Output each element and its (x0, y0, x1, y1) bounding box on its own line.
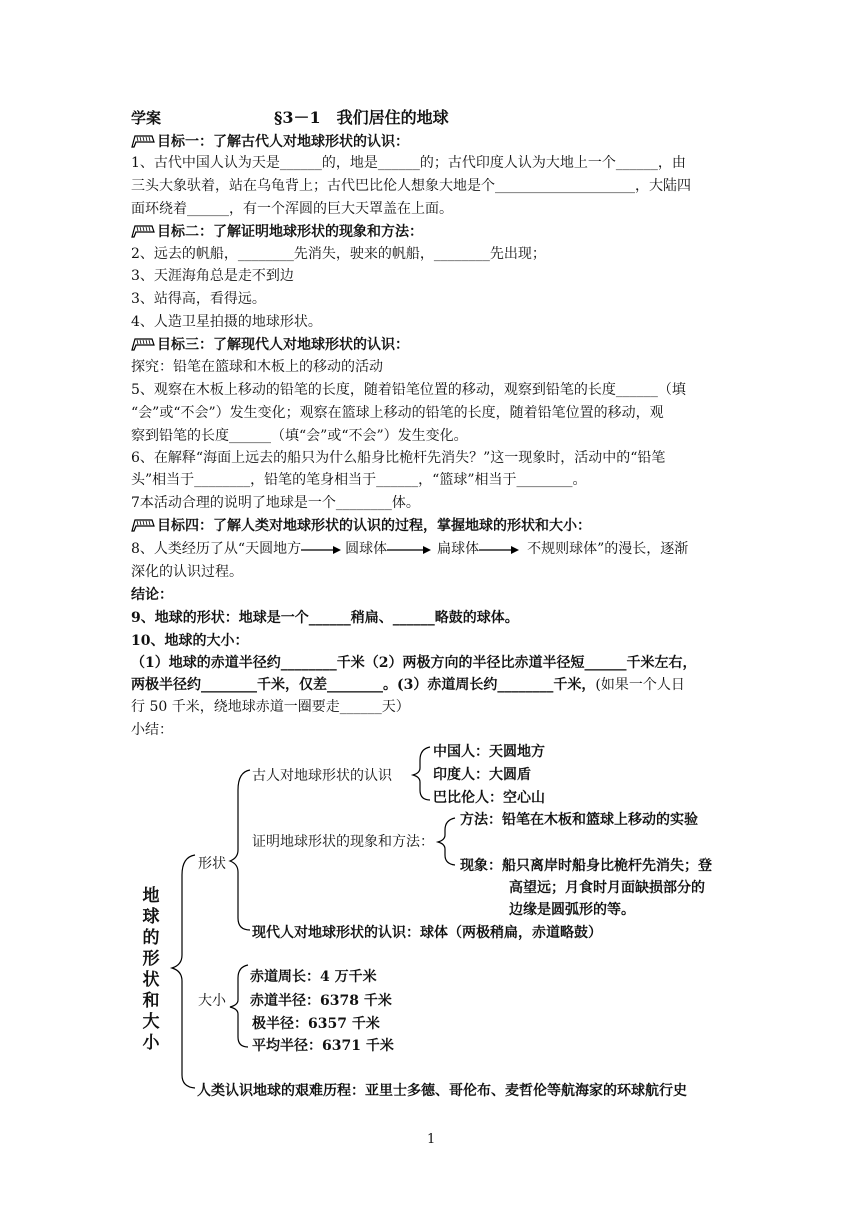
tree-size-1: 赤道周长：4 万千米 (250, 969, 377, 985)
q1-line-2: 三头大象驮着，站在乌龟背上；古代巴比伦人想象大地是个____________________，大陆四 (131, 178, 691, 194)
stage-4: 不规则球体”的漫长，逐渐 (527, 541, 689, 557)
tree-china: 中国人：天圆地方 (433, 744, 545, 760)
tree-shape: 形状 (198, 856, 226, 872)
tree-size-2: 赤道半径：6378 千米 (250, 993, 392, 1009)
tree-babylon: 巴比伦人：空心山 (433, 790, 545, 806)
tree-ancient: 古人对地球形状的认识 (252, 768, 392, 784)
goal-1: 目标一：了解古代人对地球形状的认识： (131, 132, 731, 152)
q2-line-3: 3、站得高，看得远。 (131, 291, 266, 307)
tree-phenomenon-1: 现象：船只离岸时船身比桅杆先消失；登 (460, 858, 712, 874)
q3-line-5: 头”相当于________，铅笔的笔身相当于______，“篮球”相当于________。 (131, 472, 587, 488)
q1-line-3: 面环绕着______，有一个浑圆的巨大天罩盖在上面。 (131, 201, 453, 217)
tree-modern: 现代人对地球形状的认识：球体（两极稍扁，赤道略鼓） (252, 925, 602, 941)
tree-phenomenon-2: 高望远；月食时月面缺损部分的 (509, 880, 705, 896)
stage-3: 扁球体 (437, 541, 480, 557)
tree-size: 大小 (198, 993, 226, 1009)
tree-root: 地球的形状和大小 (142, 886, 160, 1053)
q3-line-4: 6、在解释“海面上远去的船只为什么船身比桅杆先消失？”这一现象时，活动中的“铅笔 (131, 450, 666, 466)
tree-india: 印度人：大圆盾 (433, 767, 531, 783)
q1-line-1: 1、古代中国人认为天是______的，地是______的；古代印度人认为大地上一个______，由 (131, 155, 686, 171)
q3-line-2: “会”或“不会”）发生变化；观察在篮球上移动的铅笔的长度，随着铅笔位置的移动，观 (131, 405, 664, 421)
tree-proof: 证明地球形状的现象和方法： (252, 834, 434, 850)
page-title: §3－1 我们居住的地球 (274, 108, 449, 127)
q3-line-1: 5、观察在木板上移动的铅笔的长度，随着铅笔位置的移动，观察到铅笔的长度______（填 (131, 382, 686, 398)
q8-line-2: 深化的认识过程。 (131, 564, 243, 580)
goal-3: 目标三：了解现代人对地球形状的认识： (131, 335, 731, 355)
page-number: 1 (427, 1132, 436, 1147)
q10-line-1: （1）地球的赤道半径约________千米（2）两极方向的半径比赤道半径短______千米左右， (131, 655, 697, 671)
goal-4: 目标四：了解人类对地球形状的认识的过程，掌握地球的形状和大小： (131, 516, 731, 536)
tree-size-3: 极半径：6357 千米 (252, 1016, 380, 1032)
q2-line-4: 4、人造卫星拍摄的地球形状。 (131, 314, 322, 330)
q3-line-3: 察到铅笔的长度______（填“会”或“不会”）发生变化。 (131, 428, 468, 444)
q3-intro: 探究：铅笔在篮球和木板上的移动的活动 (131, 359, 383, 375)
stage-2: 圆球体 (345, 541, 388, 557)
q10-line-3: 行 50 千米，绕地球赤道一圈要走______天） (131, 699, 410, 715)
q2-line-1: 2、远去的帆船，________先消失，驶来的帆船，________先出现； (131, 246, 546, 262)
q3-line-6: 7本活动合理的说明了地球是一个________体。 (131, 495, 420, 511)
stage-1: 8、人类经历了从“天圆地方 (131, 541, 302, 557)
goal-2: 目标二：了解证明地球形状的现象和方法： (131, 222, 731, 242)
q9-line: 9、地球的形状：地球是一个______稍扁、______略鼓的球体。 (131, 610, 519, 626)
q10-line-2: 两极半径约________千米，仅差________。(3）赤道周长约________千米，(如果一个人日 (131, 677, 685, 693)
conclusion-heading: 结论： (131, 587, 173, 603)
tree-size-4: 平均半径：6371 千米 (252, 1038, 394, 1054)
q10-heading: 10、地球的大小： (131, 633, 249, 649)
tree-method: 方法：铅笔在木板和篮球上移动的实验 (460, 812, 698, 828)
summary-heading: 小结： (131, 722, 173, 738)
tree-phenomenon-3: 边缘是圆弧形的等。 (509, 902, 635, 918)
header-left: 学案 (131, 109, 162, 127)
tree-history: 人类认识地球的艰难历程：亚里士多德、哥伦布、麦哲伦等航海家的环球航行史 (197, 1083, 687, 1099)
q2-line-2: 3、天涯海角总是走不到边 (131, 268, 294, 284)
